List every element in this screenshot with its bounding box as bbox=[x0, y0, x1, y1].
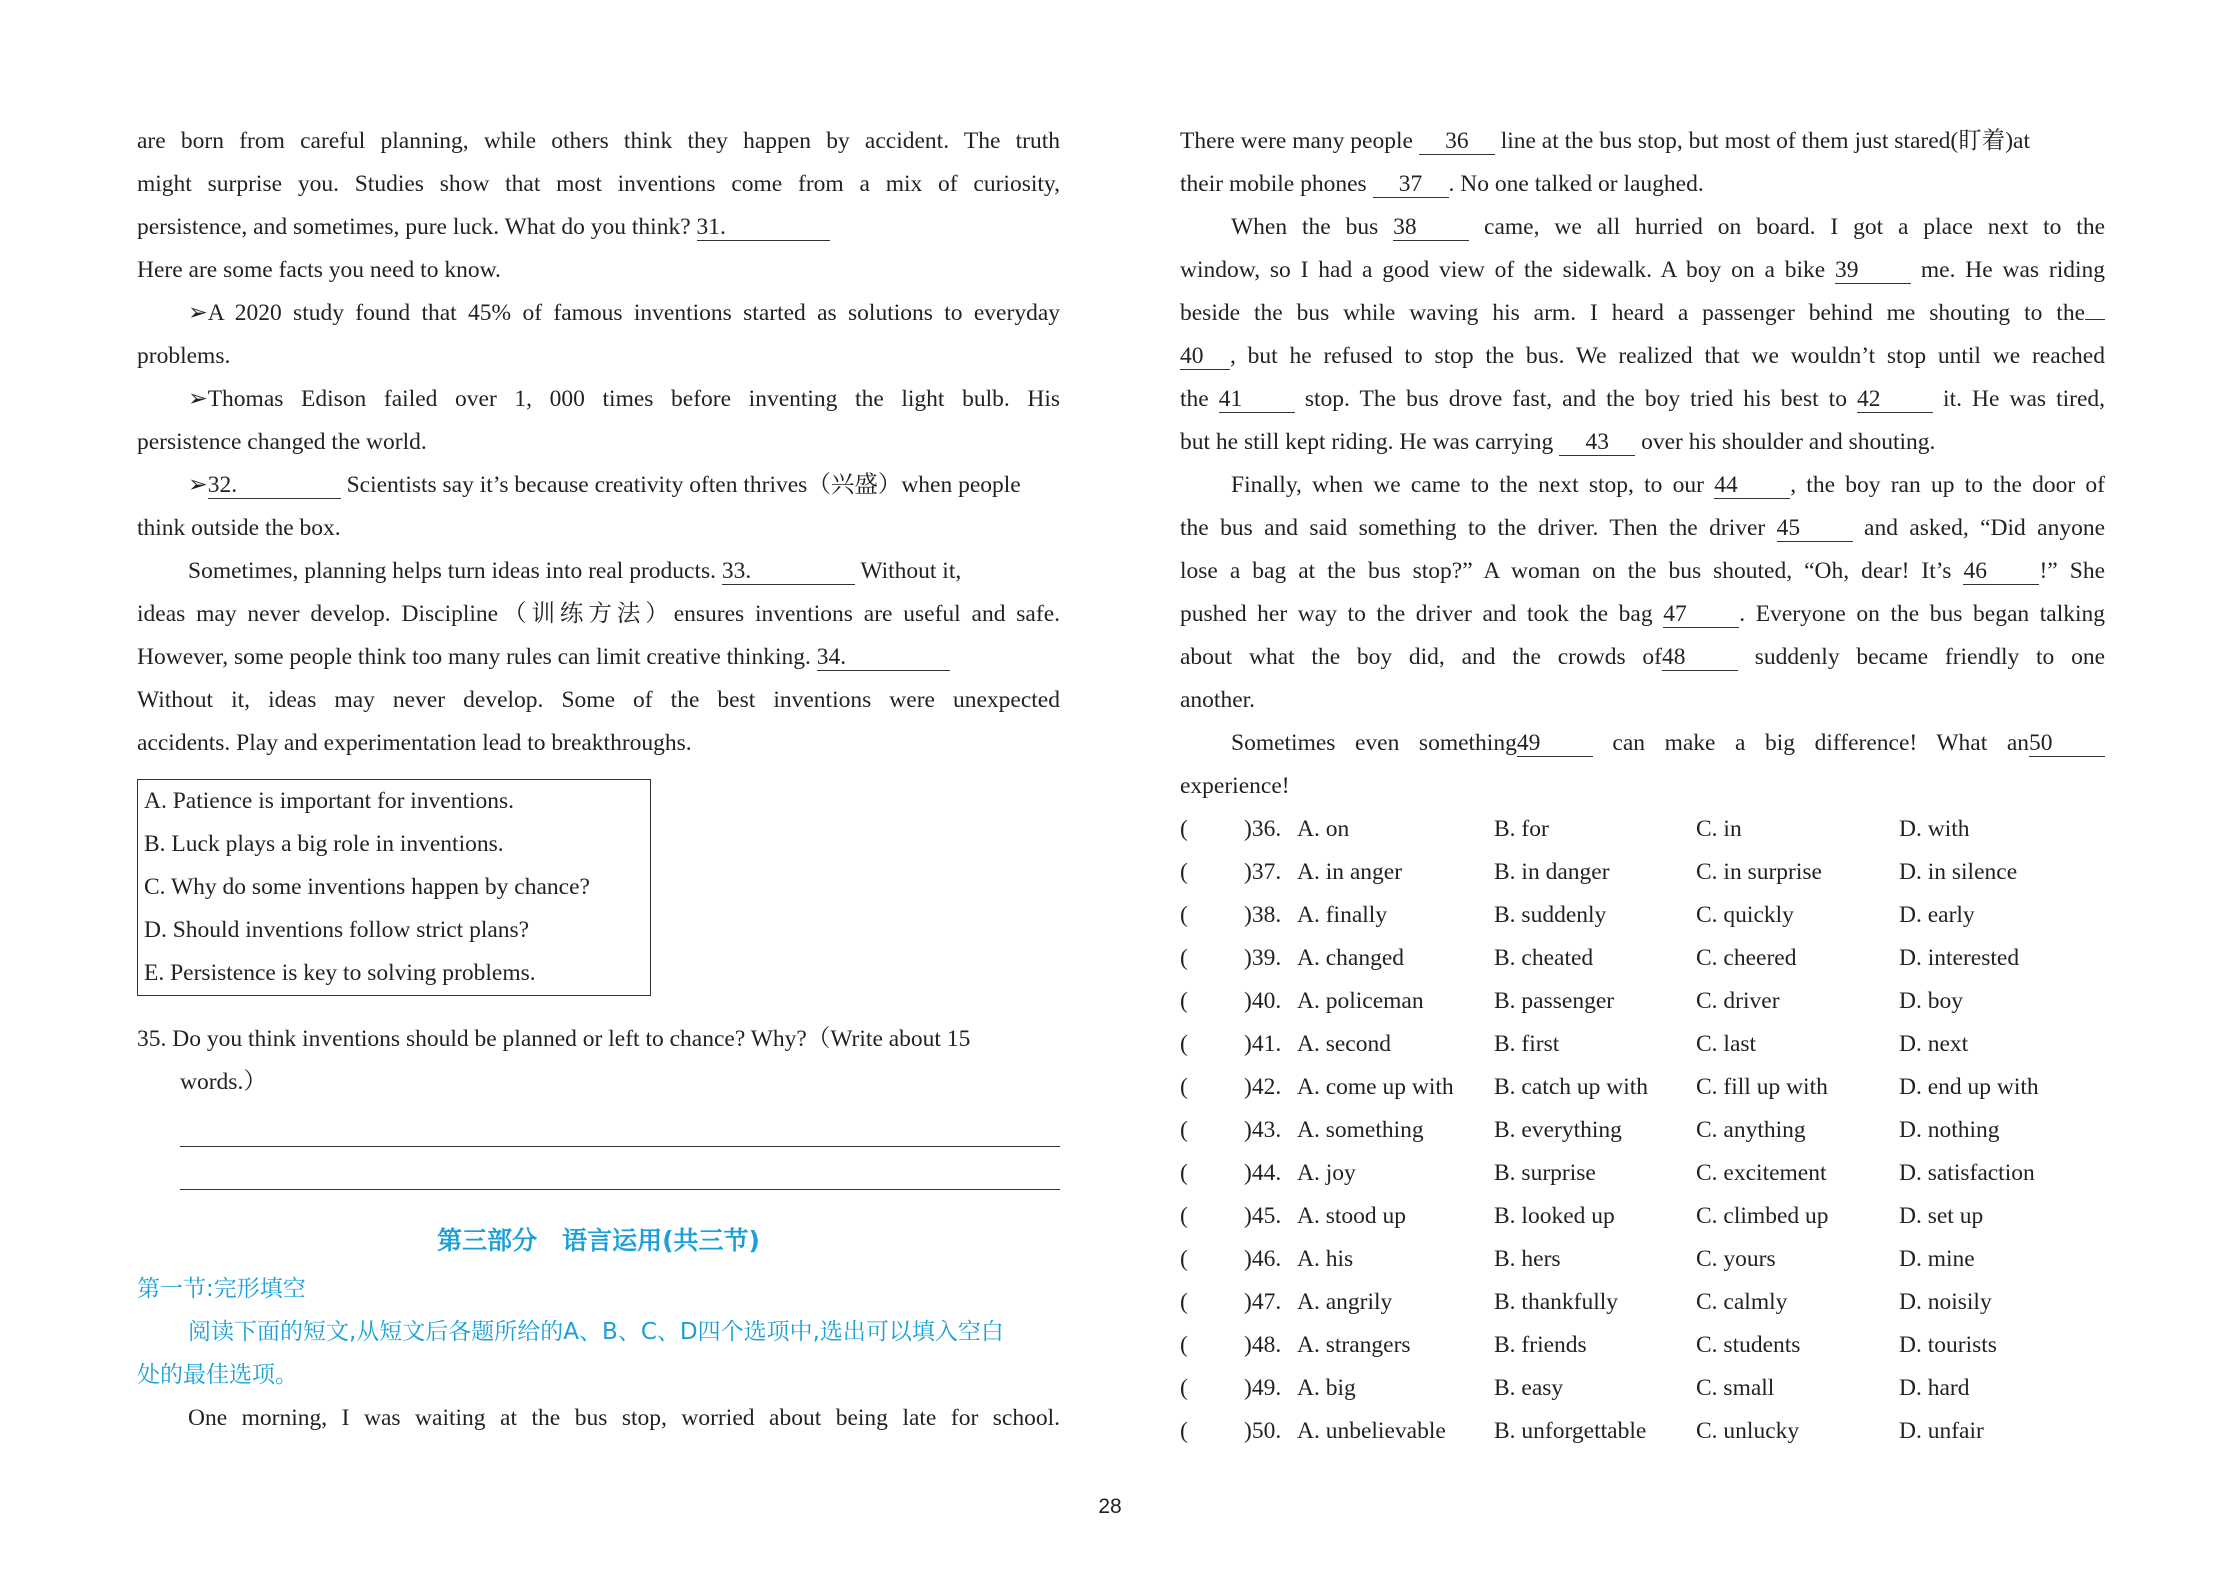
options-box bbox=[137, 779, 651, 996]
option-d[interactable]: D. interested bbox=[1899, 945, 2020, 971]
question-row bbox=[1180, 1238, 2105, 1281]
reading-line: However, some people think too many rules can limit creative thinking. 34. bbox=[137, 636, 1060, 679]
answer-paren[interactable]: ( bbox=[1180, 902, 1188, 928]
option-d[interactable]: D. noisily bbox=[1899, 1289, 1992, 1315]
option-c[interactable]: C. cheered bbox=[1696, 945, 1797, 971]
option-d[interactable]: D. unfair bbox=[1899, 1418, 1984, 1444]
option-a[interactable]: A. his bbox=[1297, 1246, 1354, 1272]
option-b[interactable]: B. surprise bbox=[1494, 1160, 1596, 1186]
option-d[interactable]: D. early bbox=[1899, 902, 1975, 928]
reading-line: ideas may never develop. Discipline（训练方法）ensures inventions are useful and safe. bbox=[137, 601, 1060, 627]
story-line: When the bus 38 came, we all hurried on board. I got a place next to the bbox=[1231, 214, 2106, 240]
question-number: )42. bbox=[1244, 1074, 1282, 1100]
option-b[interactable]: B. catch up with bbox=[1494, 1074, 1649, 1100]
fact-1: ➢A 2020 study found that 45% of famous inventions started as solutions to everyday bbox=[188, 300, 1060, 326]
option-d[interactable]: D. tourists bbox=[1899, 1332, 1997, 1358]
reading-line: Without it, ideas may never develop. Some of the best inventions were unexpected bbox=[137, 687, 1060, 713]
blank-47[interactable]: 47 bbox=[1663, 601, 1739, 628]
answer-paren[interactable]: ( bbox=[1180, 988, 1188, 1014]
option-d: D. Should inventions follow strict plans? bbox=[144, 917, 530, 943]
story-line: Sometimes even something49 can make a big difference! What an50 bbox=[1180, 722, 2105, 765]
story-line: Finally, when we came to the next stop, to our 44 , the boy ran up to the door of bbox=[1231, 472, 2106, 498]
question-number: )44. bbox=[1244, 1160, 1282, 1186]
reading-line: Sometimes, planning helps turn ideas into real products. 33. Without it, bbox=[188, 558, 962, 584]
option-c[interactable]: C. excitement bbox=[1696, 1160, 1827, 1186]
reading-line: persistence, and sometimes, pure luck. What do you think? 31. bbox=[137, 206, 1060, 249]
answer-blank-33[interactable]: 33. bbox=[722, 558, 855, 585]
question-row bbox=[1180, 980, 2105, 1023]
blank-48[interactable]: 48 bbox=[1662, 644, 1738, 671]
question-number: )45. bbox=[1244, 1203, 1282, 1229]
answer-paren[interactable]: ( bbox=[1180, 1031, 1188, 1057]
option-a[interactable]: A. second bbox=[1297, 1031, 1391, 1057]
story-line: about what the boy did, and the crowds of48 suddenly became friendly to one bbox=[1180, 644, 2105, 670]
blank-50[interactable]: 50 bbox=[2029, 730, 2105, 757]
fact-2-cont: persistence changed the world. bbox=[137, 429, 427, 455]
option-a[interactable]: A. finally bbox=[1297, 902, 1388, 928]
answer-paren[interactable]: ( bbox=[1180, 1332, 1188, 1358]
option-a[interactable]: A. stood up bbox=[1297, 1203, 1407, 1229]
option-c: C. Why do some inventions happen by chance? bbox=[144, 874, 590, 900]
story-line: pushed her way to the driver and took the bag 47 . Everyone on the bus began talking bbox=[1180, 601, 2106, 627]
option-a[interactable]: A. come up with bbox=[1297, 1074, 1454, 1100]
answer-paren[interactable]: ( bbox=[1180, 1203, 1188, 1229]
option-d[interactable]: D. hard bbox=[1899, 1375, 1970, 1401]
answer-paren[interactable]: ( bbox=[1180, 1289, 1188, 1315]
option-a[interactable]: A. strangers bbox=[1297, 1332, 1411, 1358]
story-line: but he still kept riding. He was carrying 43 over his shoulder and shouting. bbox=[1180, 429, 1936, 455]
question-35-cont: words.） bbox=[180, 1069, 267, 1095]
question-row bbox=[1180, 1367, 2105, 1410]
question-number: )36. bbox=[1244, 816, 1282, 842]
question-number: )50. bbox=[1244, 1418, 1282, 1444]
answer-paren[interactable]: ( bbox=[1180, 1246, 1188, 1272]
option-c[interactable]: C. last bbox=[1696, 1031, 1757, 1057]
instructions-cont: 处的最佳选项。 bbox=[137, 1362, 298, 1388]
story-line: experience! bbox=[1180, 773, 1290, 799]
question-row bbox=[1180, 808, 2105, 851]
option-a[interactable]: A. in anger bbox=[1297, 859, 1403, 885]
question-row bbox=[1180, 1195, 2105, 1238]
story-line: the 41 stop. The bus drove fast, and the boy tried his best to 42 it. He was tired, bbox=[1180, 386, 2106, 412]
question-number: )43. bbox=[1244, 1117, 1282, 1143]
answer-blank-32[interactable]: 32. bbox=[208, 472, 341, 499]
option-b[interactable]: B. for bbox=[1494, 816, 1549, 842]
question-number: )39. bbox=[1244, 945, 1282, 971]
option-d[interactable]: D. with bbox=[1899, 816, 1970, 842]
question-list bbox=[1180, 808, 2105, 1453]
option-a[interactable]: A. policeman bbox=[1297, 988, 1424, 1014]
question-row bbox=[1180, 1281, 2105, 1324]
question-number: )48. bbox=[1244, 1332, 1282, 1358]
option-c[interactable]: C. small bbox=[1696, 1375, 1775, 1401]
question-number: )49. bbox=[1244, 1375, 1282, 1401]
option-d[interactable]: D. nothing bbox=[1899, 1117, 2000, 1143]
option-b[interactable]: B. passenger bbox=[1494, 988, 1615, 1014]
reading-line: accidents. Play and experimentation lead to breakthroughs. bbox=[137, 730, 692, 756]
reading-line: Here are some facts you need to know. bbox=[137, 257, 501, 283]
question-row bbox=[1180, 1324, 2105, 1367]
option-d[interactable]: D. mine bbox=[1899, 1246, 1975, 1272]
fact-3: ➢32. Scientists say it’s because creativity often thrives（兴盛）when people bbox=[188, 472, 1021, 498]
blank-41[interactable]: 41 bbox=[1219, 386, 1295, 413]
option-b[interactable]: B. friends bbox=[1494, 1332, 1587, 1358]
option-c[interactable]: C. in surprise bbox=[1696, 859, 1822, 885]
question-row bbox=[1180, 1066, 2105, 1109]
option-c[interactable]: C. anything bbox=[1696, 1117, 1806, 1143]
option-a[interactable]: A. something bbox=[1297, 1117, 1424, 1143]
answer-paren[interactable]: ( bbox=[1180, 859, 1188, 885]
blank-42[interactable]: 42 bbox=[1857, 386, 1933, 413]
fact-1-cont: problems. bbox=[137, 343, 231, 369]
question-row bbox=[1180, 1109, 2105, 1152]
option-d[interactable]: D. set up bbox=[1899, 1203, 1984, 1229]
answer-paren[interactable]: ( bbox=[1180, 1117, 1188, 1143]
option-c[interactable]: C. yours bbox=[1696, 1246, 1776, 1272]
option-b[interactable]: B. in danger bbox=[1494, 859, 1610, 885]
option-b[interactable]: B. first bbox=[1494, 1031, 1560, 1057]
answer-paren[interactable]: ( bbox=[1180, 1160, 1188, 1186]
blank-37[interactable]: 37 bbox=[1373, 171, 1449, 198]
answer-paren[interactable]: ( bbox=[1180, 816, 1188, 842]
option-b[interactable]: B. everything bbox=[1494, 1117, 1622, 1143]
question-number: )47. bbox=[1244, 1289, 1282, 1315]
fact-3-cont: think outside the box. bbox=[137, 515, 341, 541]
option-d[interactable]: D. next bbox=[1899, 1031, 1969, 1057]
blank-43[interactable]: 43 bbox=[1559, 429, 1635, 456]
page-number: 28 bbox=[1098, 1495, 1122, 1518]
option-a[interactable]: A. big bbox=[1297, 1375, 1356, 1401]
reading-line: might surprise you. Studies show that most inventions come from a mix of curiosity, bbox=[137, 171, 1060, 197]
answer-paren[interactable]: ( bbox=[1180, 1074, 1188, 1100]
story-line: their mobile phones 37 . No one talked or laughed. bbox=[1180, 171, 1704, 197]
option-a: A. Patience is important for inventions. bbox=[144, 788, 515, 814]
option-b[interactable]: B. looked up bbox=[1494, 1203, 1615, 1229]
question-row bbox=[1180, 937, 2105, 980]
section-title: 第三部分 语言运用(共三节) bbox=[437, 1226, 760, 1255]
story-line: the bus and said something to the driver. Then the driver 45 and asked, “Did anyone bbox=[1180, 515, 2106, 541]
instructions: 阅读下面的短文,从短文后各题所给的A、B、C、D四个选项中,选出可以填入空白 bbox=[188, 1319, 1004, 1345]
story-line: There were many people 36 line at the bus stop, but most of them just stared(盯着)at bbox=[1180, 128, 2031, 154]
option-a[interactable]: A. changed bbox=[1297, 945, 1405, 971]
answer-blank-31[interactable]: 31. bbox=[697, 214, 830, 241]
option-b[interactable]: B. unforgettable bbox=[1494, 1418, 1647, 1444]
blank-39[interactable]: 39 bbox=[1835, 257, 1911, 284]
option-b[interactable]: B. cheated bbox=[1494, 945, 1594, 971]
answer-line-2[interactable] bbox=[180, 1147, 1060, 1190]
question-number: )40. bbox=[1244, 988, 1282, 1014]
answer-paren[interactable]: ( bbox=[1180, 1375, 1188, 1401]
story-line: window, so I had a good view of the sidewalk. A boy on a bike 39 me. He was riding bbox=[1180, 257, 2106, 283]
option-c[interactable]: C. in bbox=[1696, 816, 1742, 842]
story-line: lose a bag at the bus stop?” A woman on the bus shouted, “Oh, dear! It’s 46 !” She bbox=[1180, 558, 2106, 584]
option-c[interactable]: C. climbed up bbox=[1696, 1203, 1829, 1229]
option-a[interactable]: A. on bbox=[1297, 816, 1350, 842]
option-c[interactable]: C. driver bbox=[1696, 988, 1780, 1014]
reading-line: are born from careful planning, while others think they happen by accident. The truth bbox=[137, 128, 1060, 154]
question-row bbox=[1180, 894, 2105, 937]
question-row bbox=[1180, 1023, 2105, 1066]
option-a[interactable]: A. angrily bbox=[1297, 1289, 1393, 1315]
left-column bbox=[137, 120, 1060, 1440]
option-e: E. Persistence is key to solving problems. bbox=[144, 960, 536, 986]
option-a[interactable]: A. unbelievable bbox=[1297, 1418, 1446, 1444]
option-b[interactable]: B. thankfully bbox=[1494, 1289, 1619, 1315]
option-d[interactable]: D. boy bbox=[1899, 988, 1963, 1014]
blank-38[interactable]: 38 bbox=[1393, 214, 1469, 241]
answer-paren[interactable]: ( bbox=[1180, 945, 1188, 971]
blank-44[interactable]: 44 bbox=[1714, 472, 1790, 499]
question-number: )38. bbox=[1244, 902, 1282, 928]
option-c[interactable]: C. quickly bbox=[1696, 902, 1794, 928]
question-number: )46. bbox=[1244, 1246, 1282, 1272]
question-row bbox=[1180, 1152, 2105, 1195]
right-column bbox=[1180, 120, 2105, 1453]
option-c[interactable]: C. students bbox=[1696, 1332, 1801, 1358]
option-d[interactable]: D. end up with bbox=[1899, 1074, 2039, 1100]
option-d[interactable]: D. satisfaction bbox=[1899, 1160, 2035, 1186]
question-row bbox=[1180, 851, 2105, 894]
blank-45[interactable]: 45 bbox=[1777, 515, 1853, 542]
answer-blank-34[interactable]: 34. bbox=[817, 644, 950, 671]
option-b[interactable]: B. hers bbox=[1494, 1246, 1561, 1272]
question-number: )41. bbox=[1244, 1031, 1282, 1057]
question-number: )37. bbox=[1244, 859, 1282, 885]
fact-2: ➢Thomas Edison failed over 1, 000 times before inventing the light bulb. His bbox=[188, 386, 1060, 412]
answer-paren[interactable]: ( bbox=[1180, 1418, 1188, 1444]
option-c[interactable]: C. calmly bbox=[1696, 1289, 1788, 1315]
story-line: 40 , but he refused to stop the bus. We realized that we wouldn’t stop until we reached bbox=[1180, 343, 2105, 369]
question-row bbox=[1180, 1410, 2105, 1453]
option-c[interactable]: C. unlucky bbox=[1696, 1418, 1800, 1444]
blank-49[interactable]: 49 bbox=[1517, 730, 1593, 757]
blank-40[interactable]: 40 bbox=[1180, 343, 1230, 370]
answer-line-1[interactable] bbox=[180, 1104, 1060, 1147]
option-d[interactable]: D. in silence bbox=[1899, 859, 2018, 885]
question-35: 35. Do you think inventions should be planned or left to chance? Why?（Write about 15 bbox=[137, 1026, 971, 1052]
blank-36[interactable]: 36 bbox=[1419, 128, 1495, 155]
story-line: another. bbox=[1180, 687, 1256, 713]
option-b[interactable]: B. easy bbox=[1494, 1375, 1564, 1401]
subsection-title: 第一节:完形填空 bbox=[137, 1276, 306, 1302]
story-start: One morning, I was waiting at the bus stop, worried about being late for school. bbox=[188, 1405, 1060, 1431]
story-line: beside the bus while waving his arm. I heard a passenger behind me shouting to the bbox=[1180, 292, 2105, 335]
blank-46[interactable]: 46 bbox=[1963, 558, 2039, 585]
option-a[interactable]: A. joy bbox=[1297, 1160, 1356, 1186]
option-c[interactable]: C. fill up with bbox=[1696, 1074, 1828, 1100]
option-b: B. Luck plays a big role in inventions. bbox=[144, 831, 504, 857]
option-b[interactable]: B. suddenly bbox=[1494, 902, 1607, 928]
